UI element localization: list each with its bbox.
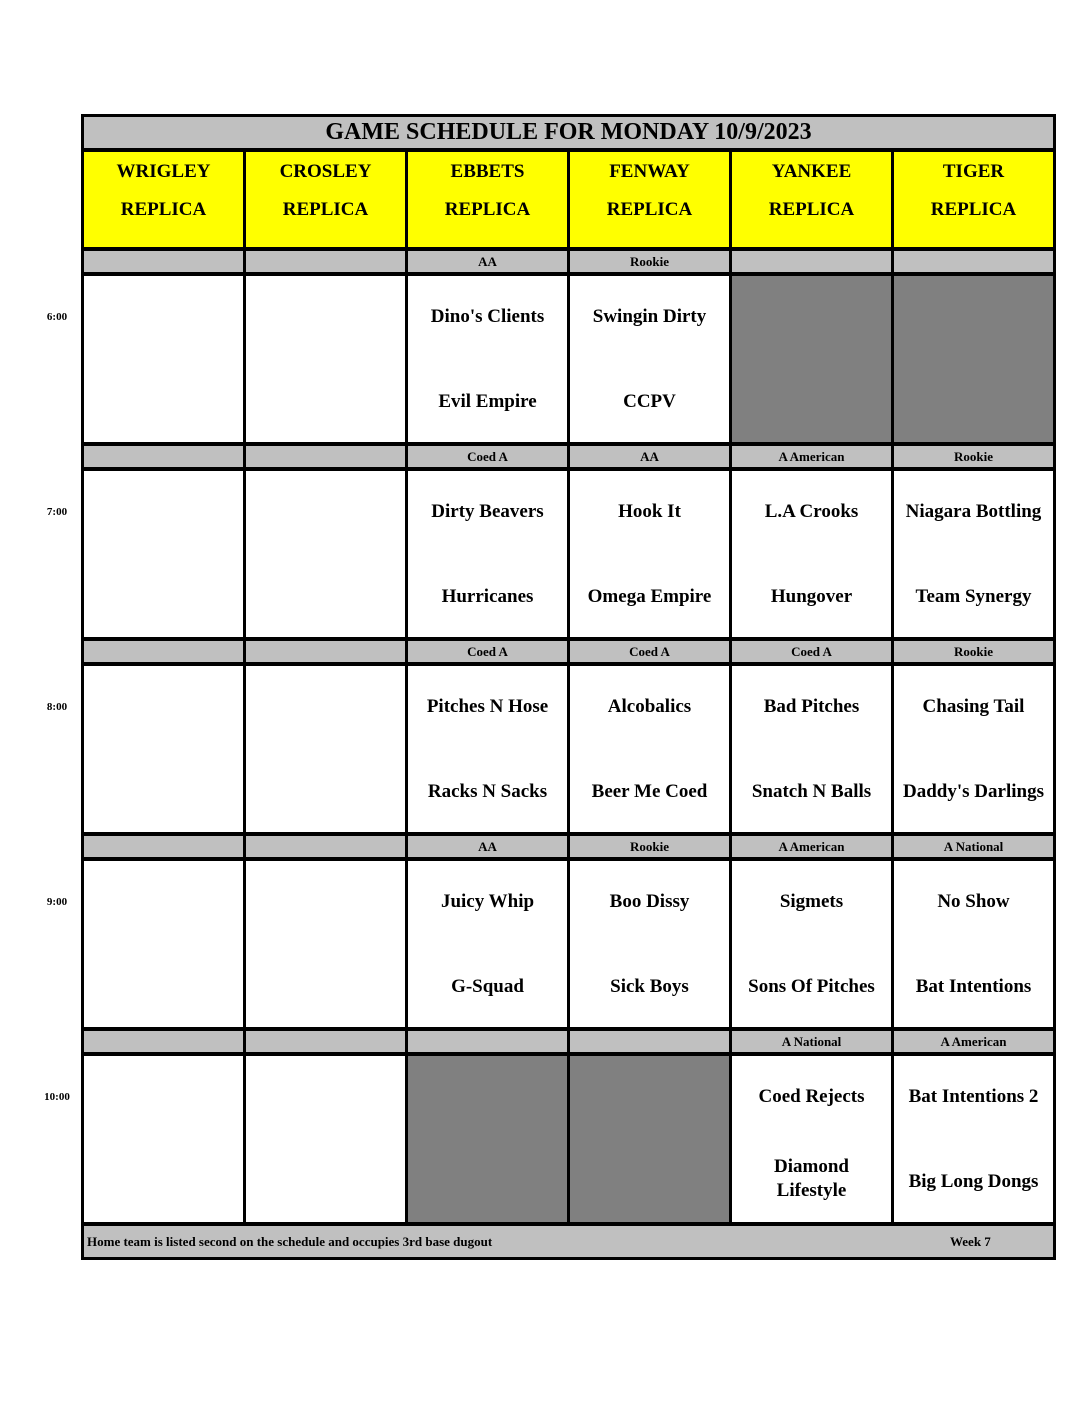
- time-label: 7:00: [46, 506, 68, 518]
- division-label: Coed A: [408, 641, 567, 662]
- game-cell: [894, 471, 1053, 637]
- game-cell: [894, 666, 1053, 832]
- home-team: Bat Intentions: [915, 976, 1032, 997]
- away-team: Hook It: [618, 501, 681, 522]
- schedule-sheet: [81, 114, 1056, 1260]
- game-cell: [894, 861, 1053, 1027]
- game-cell: [732, 471, 891, 637]
- division-label: [246, 251, 405, 272]
- division-label: Rookie: [894, 641, 1053, 662]
- division-label: AA: [570, 446, 729, 467]
- division-label: [408, 1031, 567, 1052]
- division-label: [84, 641, 243, 662]
- home-team: Sons Of Pitches: [748, 976, 875, 997]
- game-cell: [570, 276, 729, 442]
- division-label: [570, 1031, 729, 1052]
- away-team: Pitches N Hose: [426, 696, 549, 717]
- away-team: Juicy Whip: [440, 891, 535, 912]
- field-header: [570, 152, 729, 247]
- open-slot: [84, 471, 243, 637]
- field-sub: REPLICA: [768, 199, 855, 220]
- away-team: Swingin Dirty: [592, 306, 707, 327]
- away-team: Boo Dissy: [609, 891, 690, 912]
- home-team: Diamond Lifestyle: [774, 1156, 849, 1201]
- division-label: Rookie: [894, 446, 1053, 467]
- field-name: CROSLEY: [279, 161, 372, 182]
- week-label: Week 7: [950, 1233, 991, 1249]
- unavailable-slot: [894, 276, 1053, 442]
- division-label: A American: [732, 836, 891, 857]
- division-label: [84, 836, 243, 857]
- home-team: Sick Boys: [610, 976, 689, 997]
- field-header: [732, 152, 891, 247]
- division-label: Coed A: [570, 641, 729, 662]
- home-team: Hurricanes: [441, 586, 534, 607]
- field-sub: REPLICA: [120, 199, 207, 220]
- unavailable-slot: [732, 276, 891, 442]
- division-label: A National: [732, 1031, 891, 1052]
- division-label: [84, 251, 243, 272]
- game-cell: [894, 1056, 1053, 1222]
- away-team: Sigmets: [779, 891, 844, 912]
- division-label: [246, 446, 405, 467]
- division-label: AA: [408, 251, 567, 272]
- open-slot: [84, 1056, 243, 1222]
- division-label: Coed A: [732, 641, 891, 662]
- home-team: G-Squad: [451, 976, 524, 997]
- unavailable-slot: [408, 1056, 567, 1222]
- home-team: Hungover: [770, 586, 853, 607]
- division-label: Rookie: [570, 836, 729, 857]
- away-team: Dino's Clients: [430, 306, 545, 327]
- home-team: Racks N Sacks: [427, 781, 548, 802]
- home-team: Big Long Dongs: [908, 1171, 1039, 1192]
- home-team: Daddy's Darlings: [903, 781, 1044, 802]
- division-label: [246, 641, 405, 662]
- field-name: TIGER: [942, 161, 1005, 182]
- game-cell: [408, 861, 567, 1027]
- game-cell: [408, 666, 567, 832]
- time-label: 6:00: [46, 311, 68, 323]
- time-label: 8:00: [46, 701, 68, 713]
- open-slot: [246, 666, 405, 832]
- division-label: [246, 1031, 405, 1052]
- division-label: A National: [894, 836, 1053, 857]
- away-team: Coed Rejects: [758, 1086, 865, 1107]
- away-team: Dirty Beavers: [431, 501, 544, 522]
- open-slot: [84, 861, 243, 1027]
- division-label: [84, 1031, 243, 1052]
- time-label: 10:00: [44, 1091, 70, 1103]
- game-cell: [732, 666, 891, 832]
- game-cell: [408, 276, 567, 442]
- time-label: 9:00: [46, 896, 68, 908]
- away-team: Alcobalics: [607, 696, 692, 717]
- open-slot: [84, 276, 243, 442]
- game-cell: [570, 666, 729, 832]
- home-team: Omega Empire: [587, 586, 712, 607]
- away-team: Bat Intentions 2: [908, 1086, 1039, 1107]
- game-cell: [732, 1056, 891, 1222]
- open-slot: [246, 276, 405, 442]
- away-team: Chasing Tail: [922, 696, 1025, 717]
- division-label: Rookie: [570, 251, 729, 272]
- field-sub: REPLICA: [444, 199, 531, 220]
- field-sub: REPLICA: [606, 199, 693, 220]
- game-cell: [408, 471, 567, 637]
- division-label: [84, 446, 243, 467]
- field-sub: REPLICA: [282, 199, 369, 220]
- home-team: CCPV: [623, 391, 676, 412]
- field-header: [246, 152, 405, 247]
- field-header: [894, 152, 1053, 247]
- game-cell: [732, 861, 891, 1027]
- open-slot: [84, 666, 243, 832]
- division-label: AA: [408, 836, 567, 857]
- field-header: [408, 152, 567, 247]
- away-team: L.A Crooks: [764, 501, 859, 522]
- open-slot: [246, 471, 405, 637]
- field-name: EBBETS: [450, 161, 525, 182]
- game-cell: [570, 861, 729, 1027]
- open-slot: [246, 1056, 405, 1222]
- unavailable-slot: [570, 1056, 729, 1222]
- division-label: [732, 251, 891, 272]
- field-header: [84, 152, 243, 247]
- field-name: WRIGLEY: [116, 161, 211, 182]
- field-name: YANKEE: [771, 161, 852, 182]
- field-name: FENWAY: [609, 161, 690, 182]
- home-team: Team Synergy: [915, 586, 1032, 607]
- division-label: [246, 836, 405, 857]
- away-team: Bad Pitches: [763, 696, 860, 717]
- away-team: No Show: [937, 891, 1010, 912]
- game-cell: [570, 471, 729, 637]
- division-label: [894, 251, 1053, 272]
- home-team: Evil Empire: [438, 391, 537, 412]
- open-slot: [246, 861, 405, 1027]
- division-label: A American: [732, 446, 891, 467]
- away-team: Niagara Bottling: [905, 501, 1042, 522]
- schedule-title: GAME SCHEDULE FOR MONDAY 10/9/2023: [84, 117, 1053, 148]
- home-team: Snatch N Balls: [751, 781, 872, 802]
- footer-note: Home team is listed second on the schedule and occupies 3rd base dugout: [87, 1233, 493, 1249]
- division-label: Coed A: [408, 446, 567, 467]
- field-sub: REPLICA: [930, 199, 1017, 220]
- division-label: A American: [894, 1031, 1053, 1052]
- home-team: Beer Me Coed: [591, 781, 708, 802]
- footer-bar: [84, 1226, 1053, 1257]
